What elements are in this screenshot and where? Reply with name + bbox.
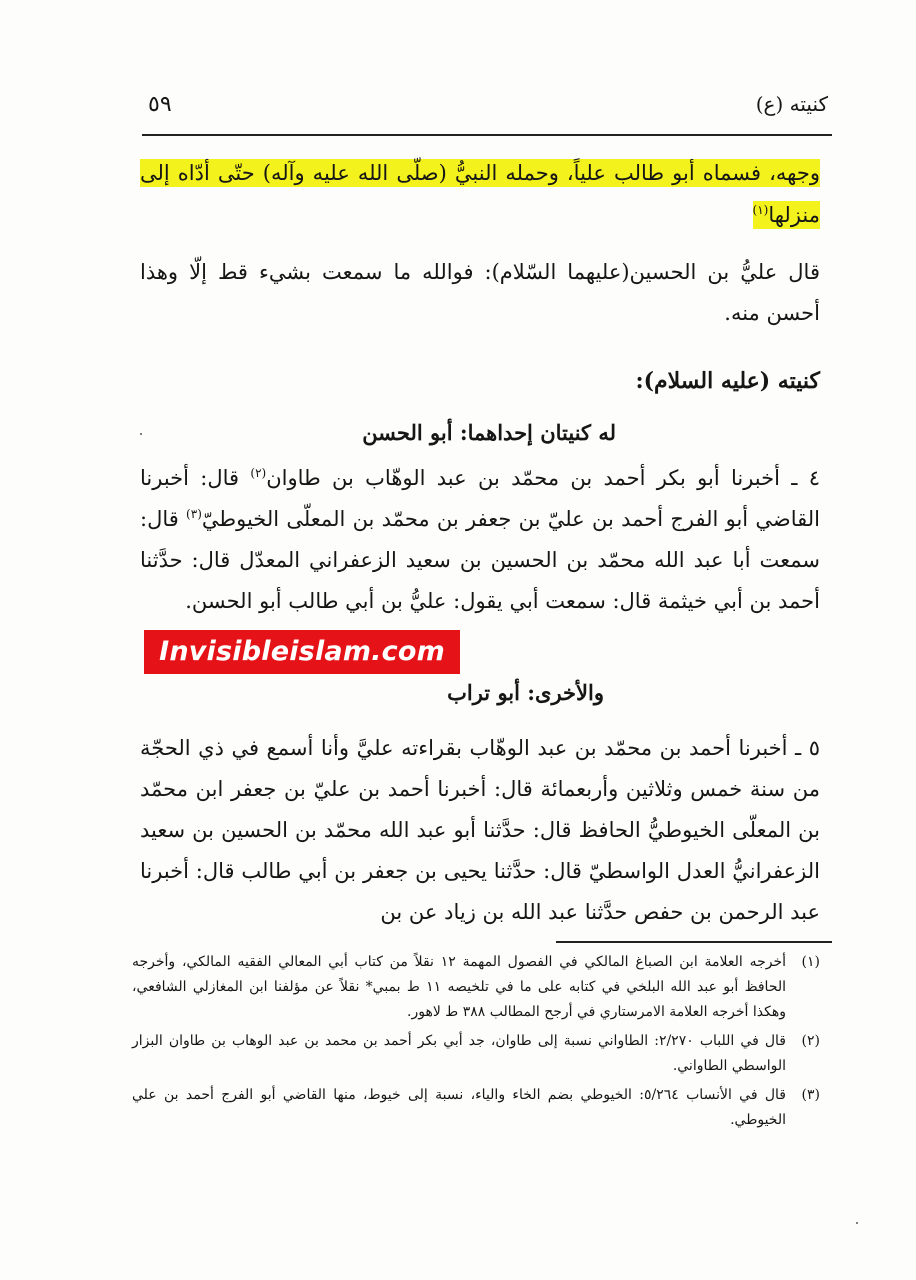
footnote-number: (٣) <box>801 1087 820 1103</box>
scan-speck <box>140 433 142 435</box>
footnote-text: قال في الأنساب ٥/٢٦٤: الخيوطي بضم الخاء والياء، نسبة إلى خيوط، منها القاضي أبو الفرج أحمد بن علي الخيوطي. <box>132 1087 786 1128</box>
footnote-1 <box>132 950 820 1025</box>
footnote-number: (٢) <box>801 1033 820 1049</box>
watermark-banner: Invisibleislam.com <box>144 630 460 674</box>
kunya-first: له كنيتان إحداهما: أبو الحسن <box>362 420 616 445</box>
running-title: كنيته (ع) <box>755 92 828 116</box>
page-number: ٥٩ <box>148 92 172 117</box>
highlight-mark <box>140 159 820 229</box>
footnote-text: قال في اللباب ٢/٢٧٠: الطاواني نسبة إلى طاوان، جد أبي بكر أحمد بن محمد بن عبد الوهاب بن طاوان البزار الواسطي الطاواني. <box>132 1033 786 1074</box>
footnote-number: (١) <box>801 954 820 970</box>
footnote-text: أخرجه العلامة ابن الصباغ المالكي في الفصول المهمة ١٢ نقلاً من كتاب أبي المعالي الفقيه المالكي، وأخرجه الحافظ أبو عبد الله البلخي في كتابه على ما في تلخيصه ١١ ط بمبي* نقلاً عن مؤلفنا ابن المغازلي الشافعي، وهكذا أخرجه العلامة الامرستاري في أرجح المطالب ٣٨٨ ط لاهور. <box>132 954 787 1020</box>
narration-4-part-3: قال: سمعت أبا عبد الله محمّد بن الحسين بن سعيد الزعفراني المعدّل قال: حدَّثنا أحمد بن أبي خيثمة قال: سمعت أبي يقول: عليُّ بن أبي طالب أبو الحسن. <box>140 507 820 613</box>
narration-4 <box>140 458 820 622</box>
footnote-ref-1: (١) <box>752 203 769 217</box>
footnote-2 <box>132 1029 820 1079</box>
footnote-ref-2: (٢) <box>250 466 267 480</box>
kunya-second: والأخرى: أبو تراب <box>447 680 604 705</box>
highlighted-paragraph <box>140 152 820 236</box>
highlighted-text: وجهه، فسماه أبو طالب علياً، وحمله النبيُّ (صلّى الله عليه وآله) حتّى أدّاه إلى منزلها <box>140 161 820 227</box>
narration-4-part-1: ٤ ـ أخبرنا أبو بكر أحمد بن محمّد بن عبد الوهّاب بن طاوان <box>266 466 820 490</box>
narration-5: ٥ ـ أخبرنا أحمد بن محمّد بن عبد الوهّاب بقراءته عليَّ وأنا أسمع في ذي الحجّة من سنة خمس وثلاثين وأربعمائة قال: أخبرنا أحمد بن عليّ بن جعفر ابن محمّد بن المعلّى الخيوطيُّ الحافظ قال: حدَّثنا أبو عبد الله محمّد بن الحسين بن سعيد الزعفرانيُّ العدل الواسطيّ قال: حدَّثنا يحيى بن جعفر بن أبي طالب قال: أخبرنا عبد الرحمن بن حفص حدَّثنا عبد الله بن زياد عن بن <box>140 736 820 924</box>
footnote-3 <box>132 1083 820 1133</box>
footnote-rule <box>556 941 832 943</box>
footnote-ref-3: (٣) <box>186 507 202 521</box>
page-header <box>148 88 828 128</box>
narration-4-part-2: قال: أخبرنا القاضي أبو الفرج أحمد بن عليّ بن جعفر بن محمّد بن المعلّى الخيوطيّ <box>140 466 820 531</box>
section-heading-kunya: كنيته (عليه السلام): <box>635 368 820 394</box>
quote-paragraph: قال عليُّ بن الحسين(عليهما السّلام): فوالله ما سمعت بشيء قط إلّا وهذا أحسن منه. <box>140 260 820 325</box>
header-rule <box>142 134 832 136</box>
footnotes <box>132 950 820 1137</box>
scan-speck <box>856 1222 858 1224</box>
